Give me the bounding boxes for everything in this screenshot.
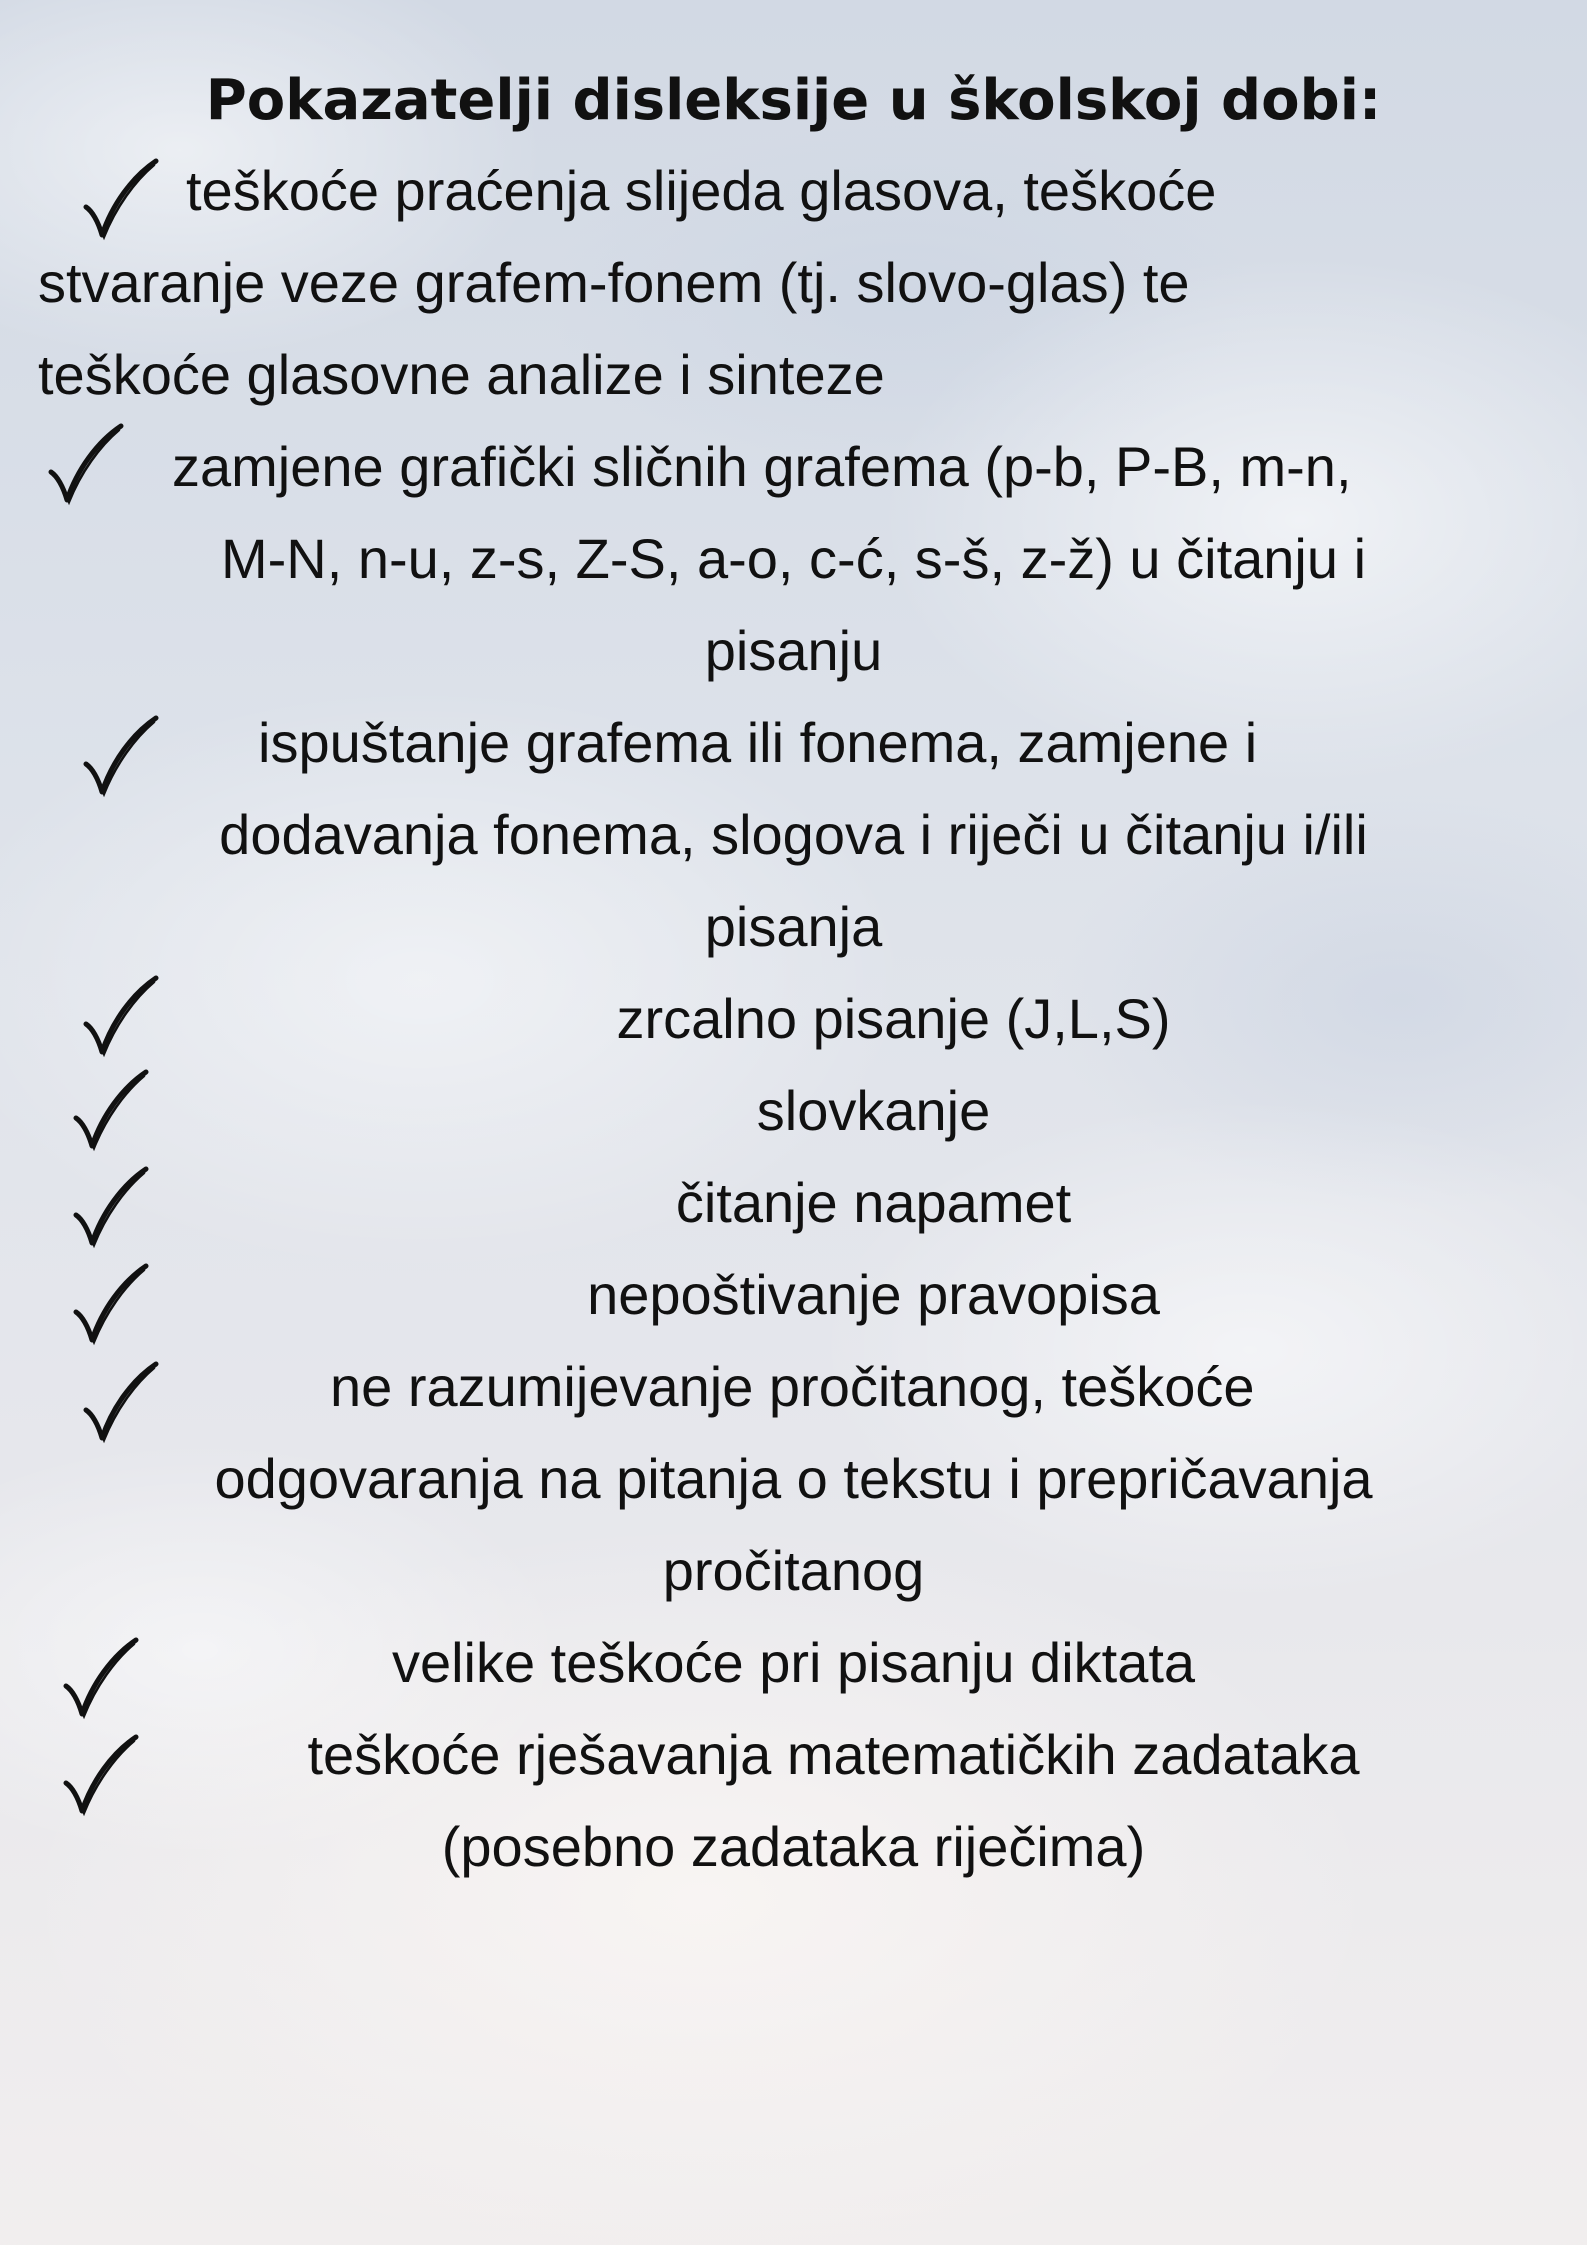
page-title: Pokazatelji disleksije u školskoj dobi: bbox=[205, 68, 1382, 133]
item-2-line-2: M-N, n-u, z-s, Z-S, a-o, c-ć, s-š, z-ž) u čitanju i bbox=[220, 527, 1367, 590]
item-8-line-3: pročitanog bbox=[662, 1539, 925, 1602]
item-9-line-1: velike teškoće pri pisanju diktata bbox=[391, 1631, 1196, 1694]
item-4-line-1: zrcalno pisanje (J,L,S) bbox=[616, 987, 1171, 1050]
item-1-line-1: teškoće praćenja slijeda glasova, teškoće bbox=[186, 159, 1217, 222]
item-8-line-2: odgovaranja na pitanja o tekstu i prepričavanja bbox=[214, 1447, 1373, 1510]
item-10-line-2: (posebno zadataka riječima) bbox=[441, 1815, 1146, 1878]
item-5-line-1: slovkanje bbox=[756, 1079, 991, 1142]
check-mark-icon bbox=[45, 420, 125, 510]
item-1-line-2: stvaranje veze grafem-fonem (tj. slovo-glas) te bbox=[38, 251, 1190, 314]
item-1-line-3: teškoće glasovne analize i sinteze bbox=[38, 343, 885, 406]
item-7-line-1: nepoštivanje pravopisa bbox=[587, 1263, 1160, 1326]
item-6-line-1: čitanje napamet bbox=[675, 1171, 1072, 1234]
item-3-line-1: ispuštanje grafema ili fonema, zamjene i bbox=[258, 711, 1258, 774]
item-3-line-2: dodavanja fonema, slogova i riječi u čitanju i/ili bbox=[219, 803, 1368, 866]
item-10-line-1: teškoće rješavanja matematičkih zadataka bbox=[307, 1723, 1360, 1786]
item-8-line-1: ne razumijevanje pročitanog, teškoće bbox=[330, 1355, 1255, 1418]
check-mark-icon bbox=[80, 155, 160, 245]
item-3-line-3: pisanja bbox=[704, 895, 883, 958]
item-2-line-3: pisanju bbox=[704, 619, 883, 682]
item-2-line-1: zamjene grafički sličnih grafema (p-b, P-B, m-n, bbox=[172, 435, 1352, 498]
